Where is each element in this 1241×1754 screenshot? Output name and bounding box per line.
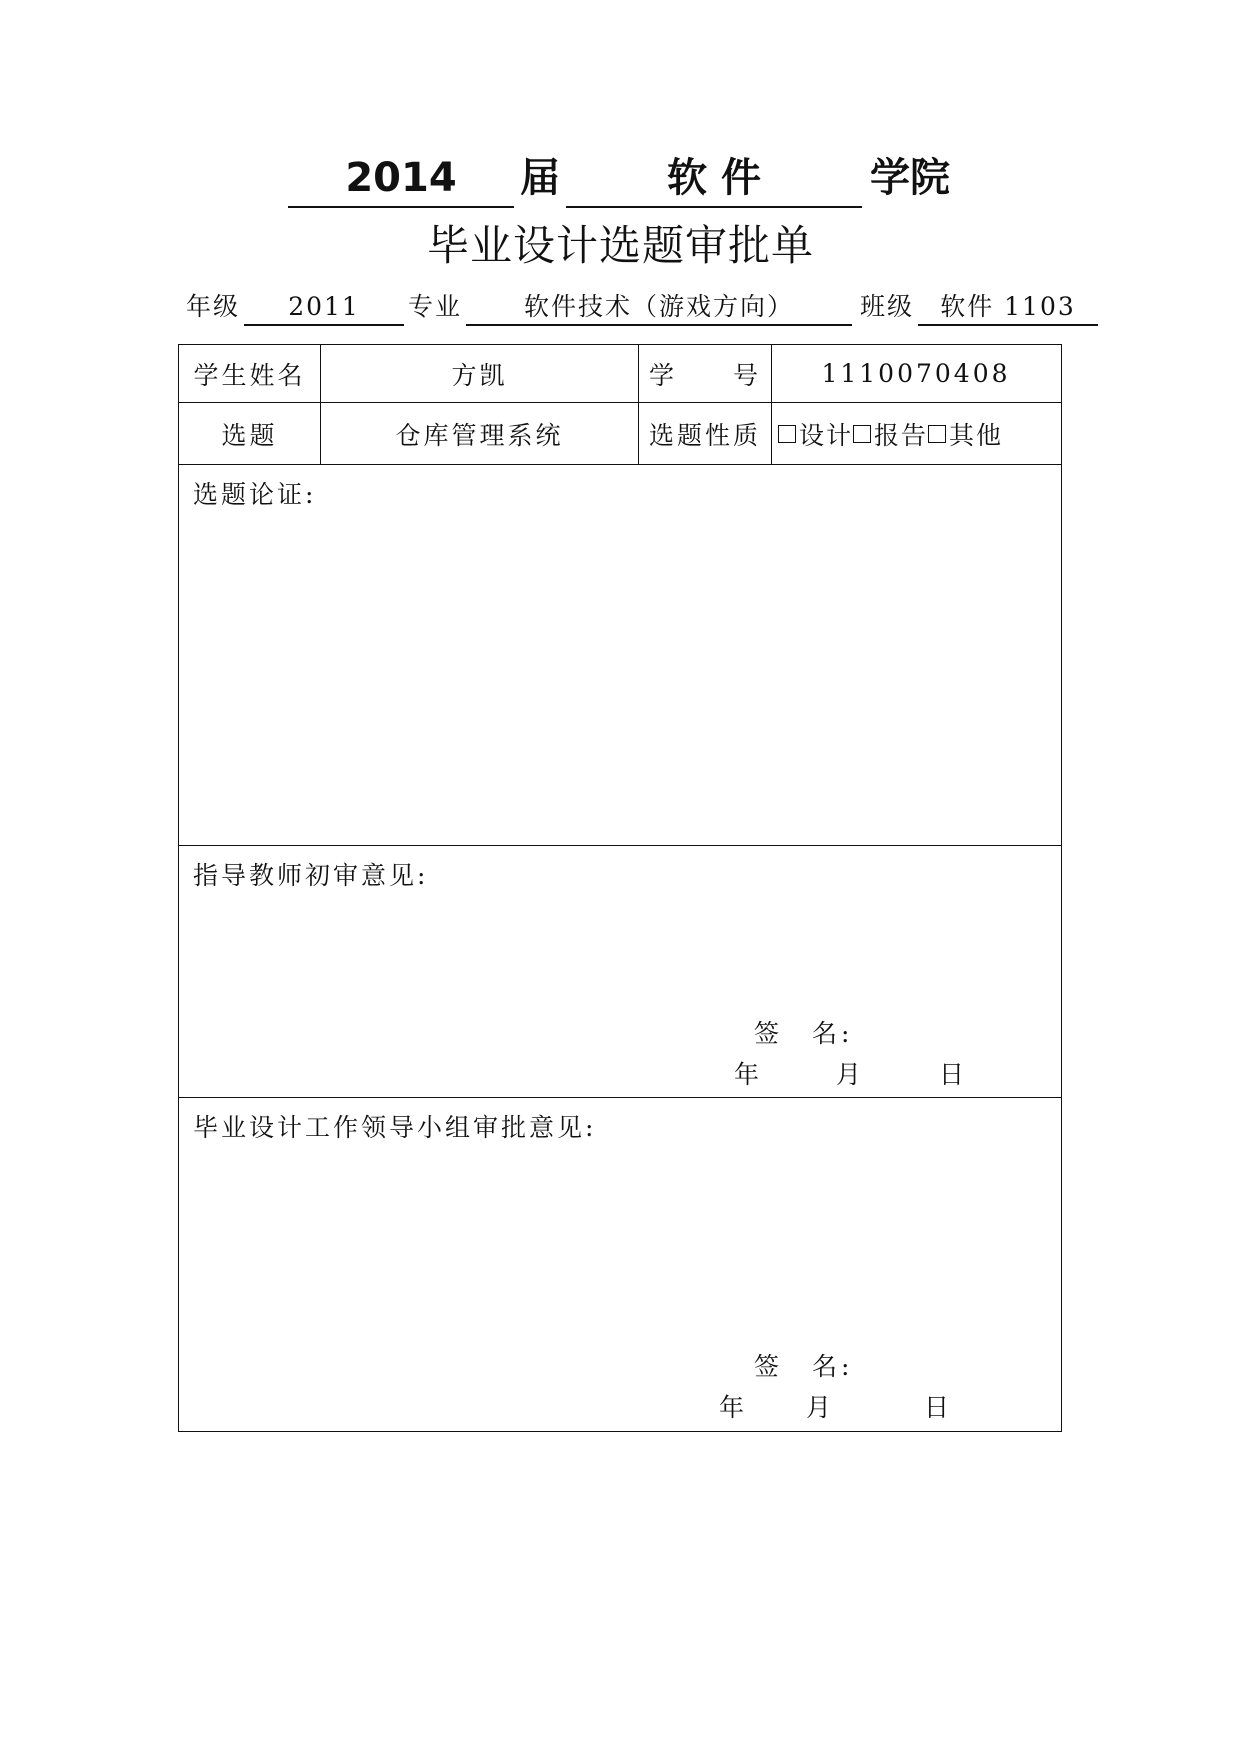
committee-signature-label: 签 名: <box>754 1352 854 1381</box>
committee-date-day: 日 <box>924 1393 950 1422</box>
class-label: 班级 <box>860 292 915 321</box>
advisor-opinion-section <box>179 846 1061 1098</box>
student-name-label: 学生姓名 <box>193 360 306 390</box>
committee-opinion-label: 毕业设计工作领导小组审批意见: <box>193 1113 597 1142</box>
advisor-date-day: 日 <box>939 1060 965 1089</box>
option-report-label: 报告 <box>874 420 929 450</box>
class-value: 软件 1103 <box>918 290 1098 326</box>
topic-type-label: 选题性质 <box>638 403 771 464</box>
student-info-line <box>0 290 1241 330</box>
committee-opinion-section <box>179 1098 1061 1431</box>
topic-value: 仓库管理系统 <box>320 403 638 464</box>
grade-value: 2011 <box>244 290 404 326</box>
advisor-date-year: 年 <box>734 1060 760 1089</box>
grade-label: 年级 <box>186 292 241 321</box>
student-name-value: 方凯 <box>320 345 638 402</box>
topic-row <box>179 403 1061 465</box>
topic-type-options <box>771 403 1060 464</box>
committee-date-month: 月 <box>806 1393 832 1422</box>
major-label: 专业 <box>408 292 463 321</box>
option-design[interactable] <box>778 416 853 452</box>
option-other-label: 其他 <box>949 420 1004 450</box>
approval-form-table <box>178 344 1062 1432</box>
topic-label: 选题 <box>221 420 278 450</box>
form-title: 毕业设计选题审批单 <box>426 221 814 270</box>
year-field: 2014 <box>288 150 514 208</box>
student-id-label: 学 号 <box>638 345 771 402</box>
option-report[interactable] <box>853 416 928 452</box>
report-checkbox[interactable] <box>853 425 871 443</box>
design-checkbox[interactable] <box>778 425 796 443</box>
college-heading <box>0 150 1241 210</box>
advisor-date-month: 月 <box>836 1060 862 1089</box>
college-word: 学院 <box>870 155 950 201</box>
advisor-signature-label: 签 名: <box>754 1019 854 1048</box>
justification-section <box>179 465 1061 846</box>
other-checkbox[interactable] <box>928 425 946 443</box>
option-design-label: 设计 <box>799 420 854 450</box>
major-value: 软件技术（游戏方向） <box>466 290 852 326</box>
session-word: 届 <box>520 155 560 201</box>
advisor-opinion-label: 指导教师初审意见: <box>193 861 429 890</box>
college-name-field: 软 件 <box>566 150 862 208</box>
justification-label: 选题论证: <box>193 480 317 509</box>
committee-date-year: 年 <box>719 1393 745 1422</box>
option-other[interactable] <box>928 416 1003 452</box>
student-row <box>179 345 1061 403</box>
student-id-value: 1110070408 <box>771 345 1060 402</box>
